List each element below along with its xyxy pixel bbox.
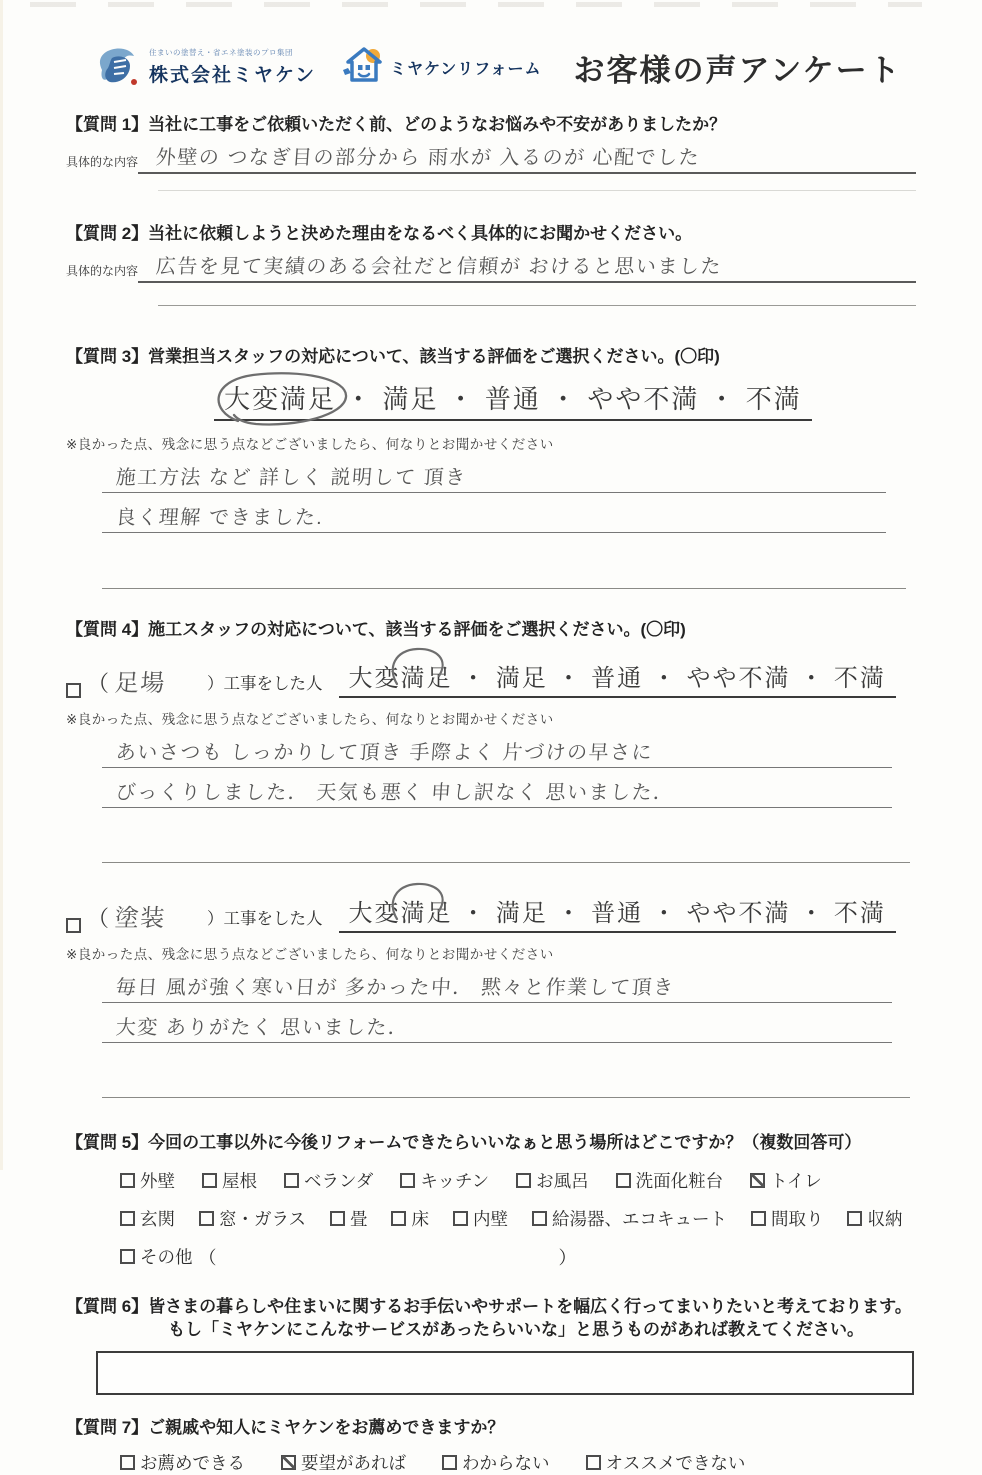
question-6	[66, 1296, 916, 1395]
worktype-checkbox-ashiba[interactable]	[66, 683, 81, 698]
question-1-answer-label: 具体的な内容	[66, 154, 139, 169]
question-6-answer-box[interactable]	[96, 1351, 914, 1395]
question-4-ashiba-handwritten-line-1: あいさつも しっかりして頂き 手際よく 片づけの早さに	[115, 741, 654, 764]
q5-option-shunou[interactable]	[847, 1206, 902, 1231]
question-4-ashiba-comment-line-1	[102, 736, 892, 768]
question-7-heading: 【質問 7】ご親戚や知人にミヤケンをお薦めできますか？	[66, 1417, 505, 1437]
checkbox-icon[interactable]	[751, 1211, 766, 1226]
question-4-section-ashiba	[66, 656, 916, 863]
q5-option-kitchen-label: キッチン	[420, 1170, 490, 1191]
checkbox-icon[interactable]	[516, 1173, 531, 1188]
question-4-tosou-rating-scale[interactable]	[339, 891, 896, 933]
q7-option-wakaranai[interactable]	[442, 1450, 550, 1475]
question-1-heading: 【質問 1】当社に工事をご依頼いただく前、どのようなお悩みや不安がありましたか？	[66, 115, 727, 134]
question-4-heading: 【質問 4】施工スタッフの対応について、該当する評価をご選択ください。(〇印)	[66, 619, 686, 639]
q5-option-ofuro[interactable]	[516, 1168, 589, 1193]
q5-option-gaiheki[interactable]	[120, 1168, 175, 1193]
question-4-ashiba-rating-scale-text: 大変満足 ・ 満足 ・ 普通 ・ やや不満 ・ 不満	[348, 664, 886, 692]
checkbox-icon[interactable]	[586, 1455, 601, 1470]
company-emblem-icon	[96, 44, 142, 90]
question-4-tosou-handwritten-line-2: 大変 ありがたく 思いました．	[115, 1016, 411, 1039]
question-2-blank-line	[158, 305, 916, 306]
question-7-options-row	[120, 1450, 916, 1475]
worktype-row-ashiba	[66, 656, 916, 698]
q5-option-tatami-label: 畳	[349, 1208, 368, 1229]
question-3-rating-scale-text: 大変満足 ・ 満足 ・ 普通 ・ やや不満 ・ 不満	[224, 383, 802, 414]
q5-option-gaiheki-label: 外壁	[140, 1170, 175, 1191]
question-4-tosou-comment-line-2	[102, 1011, 892, 1043]
q7-option-youbou-ga-areba[interactable]	[281, 1450, 406, 1475]
q7-option-osusume-dekiru[interactable]	[120, 1450, 245, 1475]
q7-option-osusume-dekinai-label: オススメできない	[605, 1452, 746, 1473]
q5-option-yuka[interactable]	[391, 1206, 429, 1231]
question-4-ashiba-rating-scale[interactable]	[339, 656, 896, 698]
worker-label: ）工事をした人	[207, 674, 323, 693]
q5-option-sonota-label: その他	[140, 1247, 193, 1268]
question-4-tosou-comment-line-1	[102, 971, 892, 1003]
question-5-row-3	[120, 1244, 916, 1270]
sonota-paren-open: （	[198, 1247, 217, 1268]
q5-option-ofuro-label: お風呂	[536, 1170, 589, 1191]
q5-option-veranda[interactable]	[284, 1168, 373, 1193]
checkbox-icon[interactable]	[199, 1211, 214, 1226]
worktype-row-tosou	[66, 891, 916, 933]
question-6-heading-line-1: 【質問 6】皆さまの暮らしや住まいに関するお手伝いやサポートを幅広く行ってまいりたいと考えております。	[66, 1296, 912, 1316]
reform-brand-logo	[342, 46, 541, 88]
company-tagline: 住まいの塗替え・省エネ塗装のプロ集団	[149, 48, 293, 57]
scan-top-artifact	[30, 2, 922, 7]
question-3-comment-line-2	[102, 501, 886, 533]
question-3-rating-scale[interactable]	[214, 377, 812, 421]
q5-option-mado-glass[interactable]	[199, 1206, 306, 1231]
paren-open: （	[87, 905, 110, 931]
header	[0, 0, 982, 90]
question-5-heading: 【質問 5】今回の工事以外に今後リフォームできたらいいなぁと思う場所はどこですか？（複数回答可）	[66, 1132, 862, 1152]
question-4-ashiba-handwritten-line-2: びっくりしました． 天気も悪く 申し訳なく 思いました．	[115, 781, 676, 804]
question-2-answer-row	[66, 250, 916, 283]
question-2-heading: 【質問 2】当社に依頼しようと決めた理由をなるべく具体的にお聞かせください。	[66, 223, 693, 243]
q5-option-yane[interactable]	[202, 1168, 257, 1193]
question-4-ashiba-comment-prompt: ※良かった点、残念に思う点などございましたら、何なりとお聞かせください	[66, 711, 554, 727]
checkbox-icon[interactable]	[120, 1249, 135, 1264]
q5-option-madori-label: 間取り	[770, 1208, 824, 1229]
worktype-handwritten-tosou: 塗装	[113, 904, 167, 932]
q5-option-yane-label: 屋根	[222, 1170, 257, 1191]
form-body	[0, 114, 982, 1475]
paren-open: （	[87, 670, 110, 696]
question-2	[66, 223, 916, 306]
q7-option-youbou-ga-areba-label: 要望があれば	[301, 1452, 406, 1473]
question-3-rating-row	[214, 377, 916, 421]
checkbox-icon[interactable]	[330, 1211, 345, 1226]
question-6-heading-line-2: もし「ミヤケンにこんなサービスがあったらいいな」と思うものがあれば教えてください。	[168, 1319, 864, 1339]
q5-option-kitchen[interactable]	[400, 1168, 489, 1193]
checkbox-icon[interactable]	[442, 1455, 457, 1470]
q5-option-naiheki[interactable]	[453, 1206, 508, 1231]
q7-option-osusume-dekiru-label: お薦めできる	[140, 1452, 245, 1473]
q5-option-mado-glass-label: 窓・ガラス	[219, 1208, 306, 1229]
q5-option-toilet[interactable]	[750, 1168, 822, 1193]
checkbox-icon[interactable]	[750, 1173, 765, 1188]
q5-option-kyutoki-label: 給湯器、エコキュート	[551, 1208, 727, 1229]
question-7	[66, 1417, 916, 1475]
q5-option-veranda-label: ベランダ	[304, 1170, 374, 1191]
q5-option-genkan-label: 玄関	[140, 1208, 175, 1229]
q5-option-madori[interactable]	[751, 1206, 824, 1231]
checkbox-icon[interactable]	[391, 1211, 406, 1226]
checkbox-icon[interactable]	[453, 1211, 468, 1226]
question-4-tosou-blank-line	[102, 1068, 910, 1098]
question-4-section-tosou	[66, 891, 916, 1098]
question-3-comment-line-1	[102, 461, 886, 493]
question-2-answer-line	[138, 250, 916, 283]
question-3-comment-prompt: ※良かった点、残念に思う点などございましたら、何なりとお聞かせください	[66, 436, 554, 452]
checkbox-icon[interactable]	[120, 1173, 135, 1188]
q5-option-kyutoki[interactable]	[532, 1206, 727, 1231]
question-3-handwritten-line-2: 良く理解 できました.	[115, 506, 325, 529]
question-4-tosou-handwritten-line-1: 毎日 風が強く寒い日が 多かった中． 黙々と作業して頂き	[115, 976, 676, 999]
question-3-blank-line	[102, 559, 906, 589]
checkbox-icon[interactable]	[281, 1455, 296, 1470]
checkbox-icon[interactable]	[202, 1173, 217, 1188]
q7-option-wakaranai-label: わからない	[462, 1452, 550, 1473]
question-4-tosou-comment-prompt: ※良かった点、残念に思う点などございましたら、何なりとお聞かせください	[66, 946, 554, 962]
checkbox-icon[interactable]	[616, 1173, 631, 1188]
checkbox-icon[interactable]	[120, 1211, 135, 1226]
question-3-heading: 【質問 3】営業担当スタッフの対応について、該当する評価をご選択ください。(〇印)	[66, 346, 720, 366]
worker-label: ）工事をした人	[207, 909, 323, 928]
q5-option-tatami[interactable]	[330, 1206, 368, 1231]
company-logo	[96, 44, 316, 90]
sonota-paren-close: ）	[558, 1247, 577, 1268]
question-4	[66, 619, 916, 1098]
page-title: お客様の声アンケート	[573, 52, 902, 88]
question-1-blank-line	[158, 190, 916, 191]
question-1-answer-row	[66, 141, 916, 174]
q5-option-senmendai[interactable]	[616, 1168, 724, 1193]
q5-option-sonota[interactable]	[120, 1244, 193, 1269]
checkbox-icon[interactable]	[847, 1211, 862, 1226]
q5-option-shunou-label: 収納	[867, 1208, 903, 1229]
scan-edge-artifact	[0, 0, 3, 1170]
q5-option-yuka-label: 床	[411, 1208, 429, 1229]
question-1-handwritten-answer: 外壁の つなぎ目の部分から 雨水が 入るのが 心配でした	[155, 146, 701, 169]
q5-option-genkan[interactable]	[120, 1206, 175, 1231]
checkbox-icon[interactable]	[400, 1173, 415, 1188]
q5-option-toilet-label: トイレ	[770, 1170, 822, 1191]
question-2-handwritten-answer: 広告を見て実績のある会社だと信頼が おけると思いました	[155, 255, 723, 278]
question-3	[66, 346, 916, 589]
company-name: 株式会社ミヤケン	[149, 65, 317, 86]
question-1	[66, 114, 916, 191]
checkbox-icon[interactable]	[120, 1455, 135, 1470]
q7-option-osusume-dekinai[interactable]	[586, 1450, 746, 1475]
question-5-row-2	[120, 1206, 916, 1231]
question-4-ashiba-comment-line-2	[102, 776, 892, 808]
question-2-answer-label: 具体的な内容	[66, 263, 139, 278]
question-3-handwritten-line-1: 施工方法 など 詳しく 説明して 頂き	[115, 466, 468, 489]
checkbox-icon[interactable]	[532, 1211, 547, 1226]
brand-name: ミヤケンリフォーム	[390, 60, 542, 78]
question-5	[66, 1132, 916, 1270]
question-5-row-1	[120, 1168, 916, 1193]
worktype-checkbox-tosou[interactable]	[66, 918, 81, 933]
worktype-handwritten-ashiba: 足場	[113, 669, 167, 697]
q5-option-naiheki-label: 内壁	[472, 1208, 508, 1229]
house-icon	[342, 46, 386, 88]
question-4-tosou-rating-scale-text: 大変満足 ・ 満足 ・ 普通 ・ やや不満 ・ 不満	[348, 899, 886, 927]
q5-option-senmendai-label: 洗面化粧台	[635, 1170, 724, 1191]
question-1-answer-line	[138, 141, 916, 174]
question-4-ashiba-blank-line	[102, 833, 910, 863]
checkbox-icon[interactable]	[284, 1173, 299, 1188]
